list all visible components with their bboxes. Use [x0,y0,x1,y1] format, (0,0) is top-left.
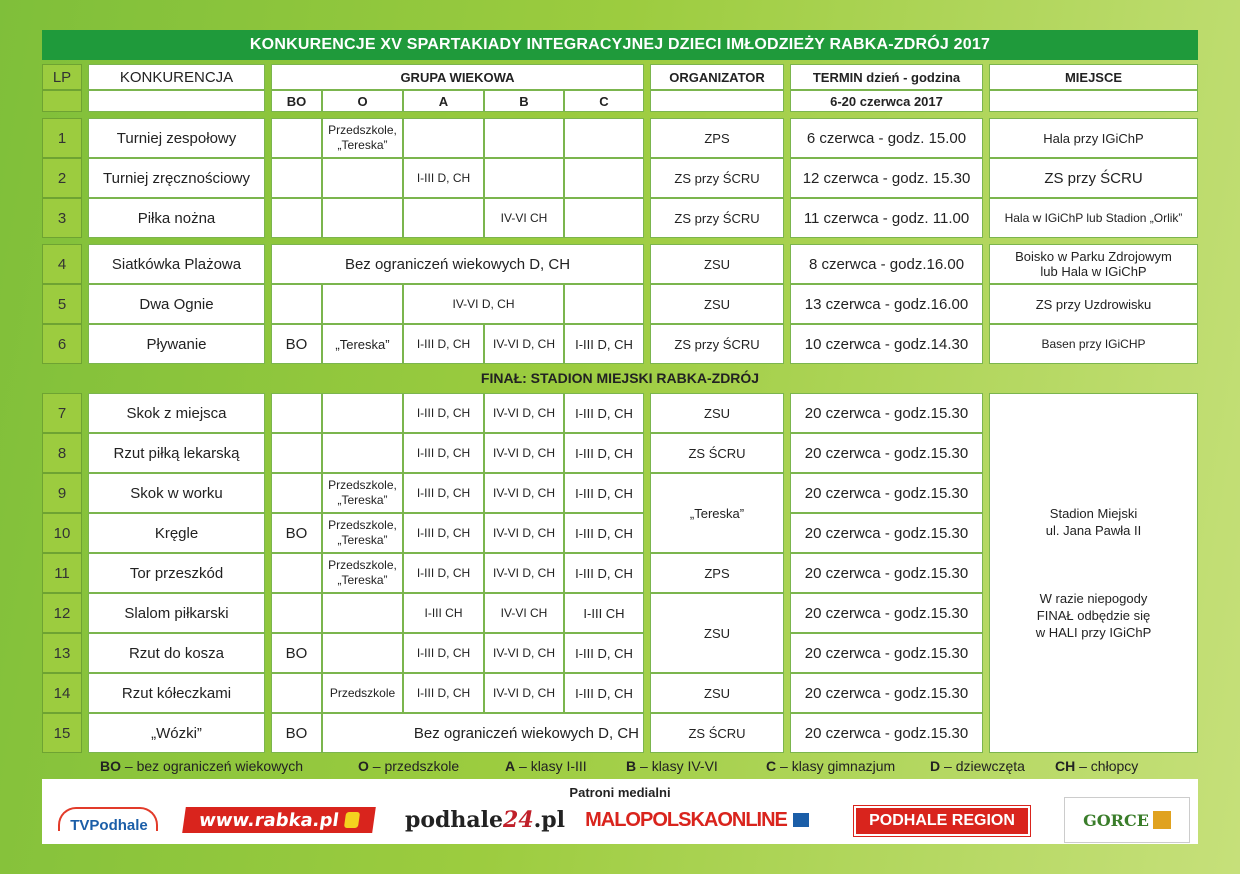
cell-termin: 20 czerwca - godz.15.30 [790,473,983,513]
cell-bo [271,553,322,593]
cell-o: Przedszkole, „Tereska” [322,473,403,513]
cell-bo [271,593,322,633]
header-termin: TERMIN dzień - godzina [790,64,983,90]
row-name: Dwa Ognie [88,284,265,324]
rabka-logo: www.rabka.pl [182,807,376,833]
cell-bo [271,473,322,513]
cell-organizator: ZS przy ŚCRU [650,158,784,198]
header-b: B [484,90,564,112]
cell-miejsce: ZS przy Uzdrowisku [989,284,1198,324]
gorce-logo: GORCE [1064,797,1190,843]
row-lp: 2 [42,158,82,198]
podhale24-logo: podhale 24 .pl [404,807,566,833]
cell-a [403,118,484,158]
cell-miejsce: Hala w IGiChP lub Stadion „Orlik” [989,198,1198,238]
row-lp: 8 [42,433,82,473]
cell-miejsce: Hala przy IGiChP [989,118,1198,158]
cell-a: I-III D, CH [403,673,484,713]
cell-bo [271,158,322,198]
cell-a: I-III D, CH [403,473,484,513]
cell-o: „Tereska” [322,324,403,364]
row-lp: 15 [42,713,82,753]
cell-termin: 20 czerwca - godz.15.30 [790,593,983,633]
cell-c: I-III D, CH [564,513,644,553]
cell-a: I-III D, CH [403,433,484,473]
row-lp: 14 [42,673,82,713]
cell-termin: 10 czerwca - godz.14.30 [790,324,983,364]
header-termin-range: 6-20 czerwca 2017 [790,90,983,112]
cell-b: IV-VI D, CH [484,324,564,364]
header-bo: BO [271,90,322,112]
row-name: Rzut kółeczkami [88,673,265,713]
cell-c [564,284,644,324]
cell-termin: 20 czerwca - godz.15.30 [790,633,983,673]
cell-b: IV-VI D, CH [484,433,564,473]
row-lp: 10 [42,513,82,553]
row-name: Rzut piłką lekarską [88,433,265,473]
row-name: Kręgle [88,513,265,553]
row-lp: 6 [42,324,82,364]
cell-bo: BO [271,633,322,673]
cell-c [564,118,644,158]
page-title: KONKURENCJE XV SPARTAKIADY INTEGRACYJNEJ DZIECI IMŁODZIEŻY RABKA-ZDRÓJ 2017 [42,30,1198,60]
cell-termin: 20 czerwca - godz.15.30 [790,713,983,753]
cell-o [322,158,403,198]
cell-a: I-III D, CH [403,513,484,553]
legend-item: C – klasy gimnazjum [766,758,896,774]
row-lp: 4 [42,244,82,284]
cell-organizator-merged: „Tereska” [650,473,784,553]
cell-c: I-III D, CH [564,433,644,473]
cell-bo: BO [271,324,322,364]
row-name: Skok z miejsca [88,393,265,433]
row-name: „Wózki” [88,713,265,753]
cell-miejsce: Boisko w Parku Zdrojowym lub Hala w IGiChP [989,244,1198,284]
cell-organizator-merged: ZSU [650,593,784,673]
cell-bo [271,198,322,238]
row-lp: 1 [42,118,82,158]
header-miejsce: MIEJSCE [989,64,1198,90]
cell-organizator: ZS przy ŚCRU [650,198,784,238]
row-name: Turniej zręcznościowy [88,158,265,198]
cell-a: I-III CH [403,593,484,633]
cell-organizator: ZS ŚCRU [650,713,784,753]
cell-o [322,433,403,473]
header-organizator-blank [650,90,784,112]
cell-miejsce: Basen przy IGiCHP [989,324,1198,364]
cell-a: I-III D, CH [403,633,484,673]
cell-c: I-III D, CH [564,673,644,713]
cell-c [564,198,644,238]
header-konkurencja: KONKURENCJA [88,64,265,90]
cell-bo [271,118,322,158]
malopolska-logo: MALOPOLSKAONLINE [580,809,814,831]
cell-o [322,593,403,633]
row-name: Pływanie [88,324,265,364]
cell-termin: 12 czerwca - godz. 15.30 [790,158,983,198]
cell-b: IV-VI D, CH [484,673,564,713]
cell-termin: 20 czerwca - godz.15.30 [790,673,983,713]
cell-b: IV-VI D, CH [484,513,564,553]
row-lp: 5 [42,284,82,324]
cell-c: I-III D, CH [564,393,644,433]
row-name: Skok w worku [88,473,265,513]
cell-a [403,198,484,238]
gorce-24-icon [1153,811,1171,829]
cell-organizator: ZSU [650,244,784,284]
cell-b: IV-VI D, CH [484,553,564,593]
patrons-footer [42,779,1198,844]
cell-b [484,118,564,158]
header-o: O [322,90,403,112]
cell-organizator: ZSU [650,393,784,433]
cell-bo: BO [271,513,322,553]
cell-termin: 8 czerwca - godz.16.00 [790,244,983,284]
header-lp-blank [42,90,82,112]
legend-item: B – klasy IV-VI [626,758,718,774]
podhale-region-logo: PODHALE REGION [854,806,1030,836]
legend-item: CH – chłopcy [1055,758,1139,774]
cell-organizator: ZSU [650,673,784,713]
header-konkurencja-blank [88,90,265,112]
cell-organizator: ZSU [650,284,784,324]
cell-termin: 20 czerwca - godz.15.30 [790,553,983,593]
row-name: Rzut do kosza [88,633,265,673]
cell-termin: 11 czerwca - godz. 11.00 [790,198,983,238]
header-a: A [403,90,484,112]
cell-organizator: ZPS [650,118,784,158]
tvpodhale-logo: TVPodhale [54,801,164,837]
patrons-title: Patroni medialni [569,785,671,800]
cell-c: I-III D, CH [564,324,644,364]
final-title: FINAŁ: STADION MIEJSKI RABKA-ZDRÓJ [480,370,760,386]
cell-o [322,284,403,324]
cell-a: I-III D, CH [403,324,484,364]
row-name: Piłka nożna [88,198,265,238]
cell-bo [271,673,322,713]
legend-item: D – dziewczęta [930,758,1025,774]
row-lp: 11 [42,553,82,593]
cell-b: IV-VI D, CH [484,473,564,513]
cell-bo [271,393,322,433]
cell-b: IV-VI CH [484,593,564,633]
cell-ab: IV-VI D, CH [403,284,564,324]
row-lp: 3 [42,198,82,238]
header-miejsce-blank [989,90,1198,112]
rabka-mark-icon [344,812,360,828]
cell-c: I-III D, CH [564,553,644,593]
cell-c [564,158,644,198]
cell-bo [271,284,322,324]
row-name: Tor przeszkód [88,553,265,593]
cell-b: IV-VI CH [484,198,564,238]
cell-b: IV-VI D, CH [484,633,564,673]
cell-o: Przedszkole [322,673,403,713]
malopolska-flag-icon [793,813,809,827]
legend-item: A – klasy I-III [505,758,587,774]
cell-bo: BO [271,713,322,753]
row-lp: 12 [42,593,82,633]
header-c: C [564,90,644,112]
cell-bo [271,433,322,473]
cell-c: I-III CH [564,593,644,633]
cell-span: Bez ograniczeń wiekowych D, CH [271,244,644,284]
cell-a: I-III D, CH [403,553,484,593]
cell-b [484,158,564,198]
cell-organizator: ZPS [650,553,784,593]
cell-miejsce: ZS przy ŚCRU [989,158,1198,198]
cell-termin: 13 czerwca - godz.16.00 [790,284,983,324]
cell-a: I-III D, CH [403,393,484,433]
header-grupa: GRUPA WIEKOWA [271,64,644,90]
cell-o: Przedszkole, „Tereska” [322,513,403,553]
cell-termin: 20 czerwca - godz.15.30 [790,393,983,433]
cell-b: IV-VI D, CH [484,393,564,433]
final-location: Stadion Miejski ul. Jana Pawła II W razie niepogody FINAŁ odbędzie się w HALI przy IGiChP [989,393,1198,753]
cell-o [322,393,403,433]
row-name: Siatkówka Plażowa [88,244,265,284]
cell-termin: 6 czerwca - godz. 15.00 [790,118,983,158]
row-lp: 13 [42,633,82,673]
cell-a: I-III D, CH [403,158,484,198]
header-lp: LP [42,64,82,90]
cell-o: Przedszkole, „Tereska” [322,553,403,593]
cell-o [322,633,403,673]
cell-termin: 20 czerwca - godz.15.30 [790,433,983,473]
row-name: Slalom piłkarski [88,593,265,633]
cell-o [322,198,403,238]
cell-c: I-III D, CH [564,633,644,673]
cell-span: Bez ograniczeń wiekowych D, CH [322,713,644,753]
cell-termin: 20 czerwca - godz.15.30 [790,513,983,553]
cell-organizator: ZS przy ŚCRU [650,324,784,364]
cell-organizator: ZS ŚCRU [650,433,784,473]
cell-o: Przedszkole, „Tereska” [322,118,403,158]
row-name: Turniej zespołowy [88,118,265,158]
legend-item: BO – bez ograniczeń wiekowych [100,758,304,774]
legend-item: O – przedszkole [358,758,460,774]
header-organizator: ORGANIZATOR [650,64,784,90]
row-lp: 7 [42,393,82,433]
cell-c: I-III D, CH [564,473,644,513]
row-lp: 9 [42,473,82,513]
